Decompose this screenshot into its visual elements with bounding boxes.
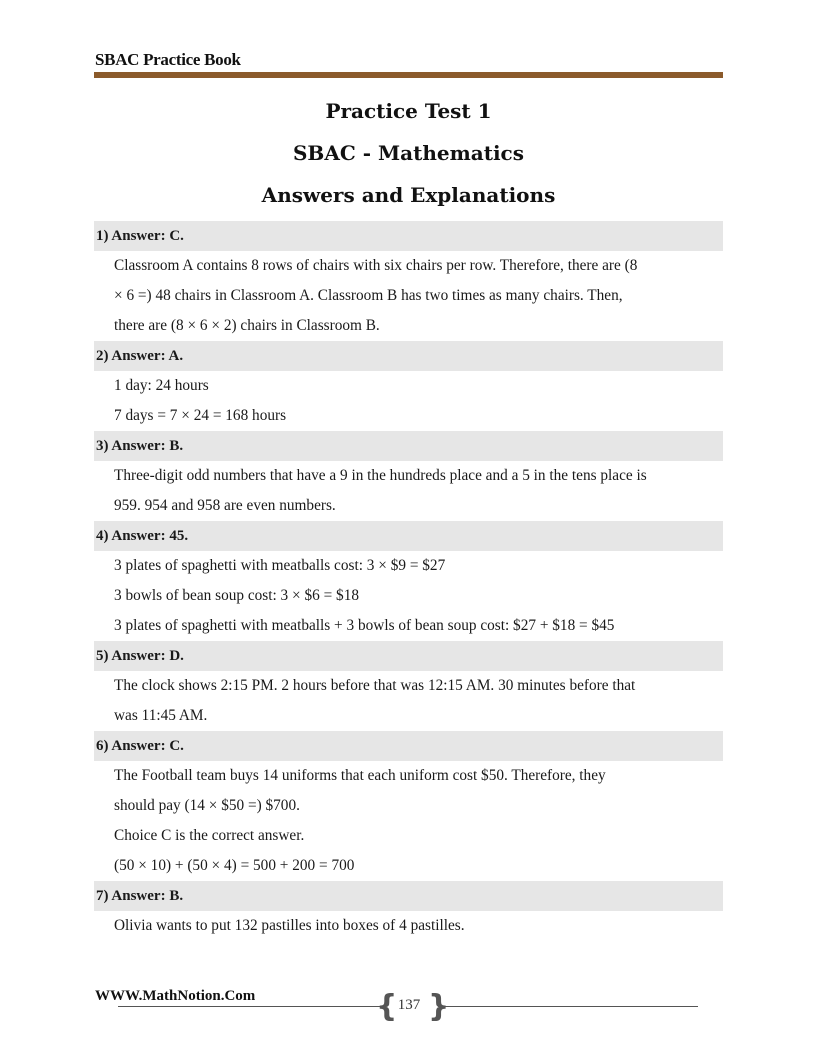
explanation-line: × 6 =) 48 chairs in Classroom A. Classroom B has two times as many chairs. Then, — [114, 287, 623, 304]
explanation-line: 3 plates of spaghetti with meatballs + 3 bowls of bean soup cost: $27 + $18 = $45 — [114, 617, 615, 634]
explanation-line: 3 bowls of bean soup cost: 3 × $6 = $18 — [114, 587, 359, 604]
page-subtitle: SBAC - Mathematics — [292, 141, 524, 165]
explanation-line: 7 days = 7 × 24 = 168 hours — [114, 407, 287, 424]
explanation-line: 959. 954 and 958 are even numbers. — [114, 497, 336, 514]
explanation-line: (50 × 10) + (50 × 4) = 500 + 200 = 700 — [114, 857, 355, 874]
explanation-line: 3 plates of spaghetti with meatballs cost: 3 × $9 = $27 — [114, 557, 446, 574]
answer-heading: 2) Answer: A. — [94, 341, 723, 371]
explanation-line: Classroom A contains 8 rows of chairs with six chairs per row. Therefore, there are (8 — [114, 257, 638, 274]
explanation-line: The Football team buys 14 uniforms that each uniform cost $50. Therefore, they — [114, 767, 606, 784]
footer-rule-right — [438, 1006, 698, 1007]
explanation-line: there are (8 × 6 × 2) chairs in Classroom B. — [114, 317, 380, 334]
answer-heading: 3) Answer: B. — [94, 431, 723, 461]
explanation-line: Three-digit odd numbers that have a 9 in the hundreds place and a 5 in the tens place is — [114, 467, 647, 484]
answer-heading: 5) Answer: D. — [94, 641, 723, 671]
right-brace-icon: } — [428, 989, 450, 1024]
explanation-line: Choice C is the correct answer. — [114, 827, 305, 844]
running-header-title: SBAC Practice Book — [95, 50, 241, 69]
explanation-line: was 11:45 AM. — [114, 707, 208, 724]
explanation-line: should pay (14 × $50 =) $700. — [114, 797, 300, 814]
footer-website-link[interactable]: WWW.MathNotion.Com — [95, 988, 256, 1004]
explanation-line: Olivia wants to put 132 pastilles into boxes of 4 pastilles. — [114, 917, 465, 934]
section-title: Answers and Explanations — [261, 183, 556, 207]
answer-heading: 6) Answer: C. — [94, 731, 723, 761]
left-brace-icon: { — [376, 989, 398, 1024]
answers-list — [94, 221, 723, 941]
page-title: Practice Test 1 — [325, 99, 492, 123]
footer-rule-left — [118, 1006, 380, 1007]
answer-heading: 7) Answer: B. — [94, 881, 723, 911]
explanation-line: The clock shows 2:15 PM. 2 hours before that was 12:15 AM. 30 minutes before that — [114, 677, 636, 694]
page-number: 137 — [397, 997, 421, 1013]
answer-heading: 4) Answer: 45. — [94, 521, 723, 551]
answer-heading: 1) Answer: C. — [94, 221, 723, 251]
page-titles — [94, 96, 723, 222]
header-rule — [94, 72, 723, 78]
explanation-line: 1 day: 24 hours — [114, 377, 209, 394]
